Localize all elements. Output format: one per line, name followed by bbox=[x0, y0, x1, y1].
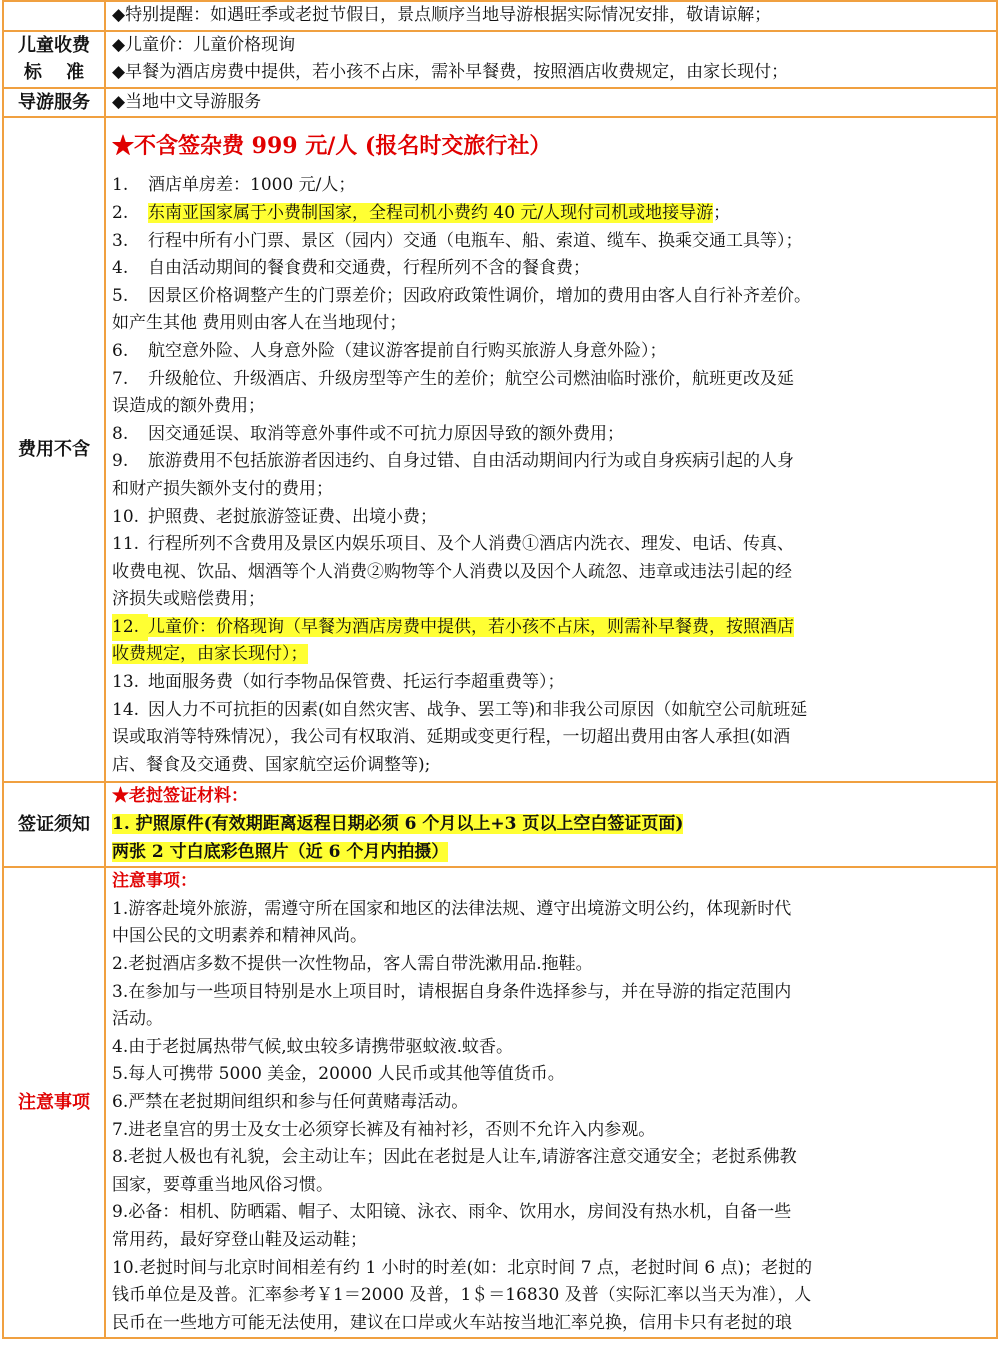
excluded-item-line bbox=[112, 338, 990, 366]
child-fee-label bbox=[3, 31, 105, 88]
excluded-item-number: 14. bbox=[112, 699, 140, 720]
special-reminder-text: ◆特别提醒：如遇旺季或老挝节假日，景点顺序当地导游根据实际情况安排，敬请谅解； bbox=[112, 5, 772, 25]
excluded-item-text: 济损失或赔偿费用； bbox=[112, 589, 265, 610]
excluded-item-text: 自由活动期间的餐食费和交通费，行程所列不含的餐食费； bbox=[148, 258, 590, 279]
visa-materials-title: ★老挝签证材料： bbox=[112, 786, 248, 807]
excluded-item-text: 如产生其他 费用则由客人在当地现付； bbox=[112, 313, 407, 334]
excluded-item-text: 因交通延误、取消等意外事件或不可抗力原因导致的额外费用； bbox=[148, 423, 624, 444]
excluded-item-text: 行程所列不含费用及景区内娱乐项目、及个人消费①酒店内洗衣、理发、电话、传真、 bbox=[148, 534, 794, 555]
note-line: 7.进老皇宫的男士及女士必须穿长裤及有袖衬衫，否则不允许入内参观。 bbox=[112, 1119, 656, 1140]
note-line: 2.老挝酒店多数不提供一次性物品，客人需自带洗漱用品.拖鞋。 bbox=[112, 954, 593, 974]
row-excluded-costs bbox=[3, 117, 997, 782]
excluded-item-tail: ； bbox=[713, 202, 731, 223]
notes-label: 注意事项 bbox=[3, 867, 105, 1338]
note-line: 5.每人可携带 5000 美金，20000 人民币或其他等值货币。 bbox=[112, 1064, 565, 1085]
excluded-item-line bbox=[112, 448, 990, 476]
row-visa-notice bbox=[3, 782, 997, 867]
excluded-item-line bbox=[112, 724, 990, 752]
excluded-item-text: 和财产损失额外支付的费用； bbox=[112, 478, 333, 499]
excluded-item-text: 误或取消等特殊情况），我公司有权取消、延期或变更行程，一切超出费用由客人承担(如酒 bbox=[112, 727, 791, 748]
note-line: 常用药，最好穿登山鞋及运动鞋； bbox=[112, 1229, 367, 1250]
excluded-item-text: 收费电视、饮品、烟酒等个人消费②购物等个人消费以及因个人疏忽、违章或违法引起的经 bbox=[112, 561, 792, 582]
excluded-item-line bbox=[112, 531, 990, 559]
excluded-item-line bbox=[112, 504, 990, 532]
notes-list bbox=[112, 896, 990, 1338]
excluded-item-text: 护照费、老挝旅游签证费、出境小费； bbox=[148, 506, 437, 527]
child-fee-cell bbox=[105, 31, 997, 88]
note-line: 国家，要尊重当地风俗习惯。 bbox=[112, 1174, 333, 1195]
visa-photo-requirement: 两张 2 寸白底彩色照片（近 6 个月内拍摄） bbox=[112, 841, 449, 862]
excluded-item-text: 升级舱位、升级酒店、升级房型等产生的差价；航空公司燃油临时涨价，航班更改及延 bbox=[148, 368, 794, 389]
excluded-item-text: 儿童价：价格现询（早餐为酒店房费中提供，若小孩不占床，则需补早餐费，按照酒店 bbox=[148, 616, 794, 637]
note-line: 钱币单位是及普。汇率参考￥1＝2000 及普，1＄＝16830 及普（实际汇率以当天为准），人 bbox=[112, 1285, 812, 1306]
row-special-reminder bbox=[3, 1, 997, 31]
excluded-item-text: 误造成的额外费用； bbox=[112, 396, 265, 417]
excluded-item-line bbox=[112, 393, 990, 421]
visa-passport-requirement: 1. 护照原件(有效期距离返程日期必须 6 个月以上+3 页以上空白签证页面) bbox=[112, 814, 684, 835]
child-fee-label-line2: 标 准 bbox=[23, 62, 85, 84]
excluded-costs-label: 费用不含 bbox=[3, 117, 105, 782]
note-line: 1.游客赴境外旅游，需遵守所在国家和地区的法律法规、遵守出境游文明公约，体现新时代 bbox=[112, 898, 792, 919]
guide-service-label: 导游服务 bbox=[3, 88, 105, 118]
excluded-item-number: 11. bbox=[112, 534, 140, 555]
excluded-item-text: 旅游费用不包括旅游者因违约、自身过错、自由活动期间内行为或自身疾病引起的人身 bbox=[148, 451, 794, 472]
excluded-item-line bbox=[112, 310, 990, 338]
note-line: 10.老挝时间与北京时间相差有约 1 小时的时差(如：北京时间 7 点，老挝时间 6 点)；老挝的 bbox=[112, 1257, 813, 1278]
excluded-item-number: 10. bbox=[112, 506, 140, 527]
visa-notice-cell bbox=[105, 782, 997, 867]
excluded-item-line bbox=[112, 586, 990, 614]
excluded-item-line bbox=[112, 255, 990, 283]
excluded-item-number: 3. bbox=[112, 230, 129, 251]
note-line: 中国公民的文明素养和精神风尚。 bbox=[112, 926, 367, 947]
excluded-item-line bbox=[112, 421, 990, 449]
excluded-item-text: 因人力不可抗拒的因素(如自然灾害、战争、罢工等)和非我公司原因（如航空公司航班延 bbox=[148, 699, 808, 720]
excluded-item-text: 店、餐食及交通费、国家航空运价调整等); bbox=[112, 754, 431, 775]
excluded-item-number: 2. bbox=[112, 202, 129, 223]
special-reminder-cell bbox=[105, 1, 997, 31]
notes-cell bbox=[105, 867, 997, 1338]
row-guide-service bbox=[3, 88, 997, 118]
child-price-text: ◆儿童价：儿童价格现询 bbox=[112, 34, 296, 55]
visa-fee-headline: ★不含签杂费 999 元/人 (报名时交旅行社） bbox=[112, 133, 552, 160]
excluded-item-number: 8. bbox=[112, 423, 129, 444]
excluded-item-line bbox=[112, 228, 990, 256]
excluded-item-text: 行程中所有小门票、景区（园内）交通（电瓶车、船、索道、缆车、换乘交通工具等）； bbox=[148, 230, 803, 251]
note-line: 活动。 bbox=[112, 1009, 163, 1030]
excluded-item-text: 东南亚国家属于小费制国家，全程司机小费约 40 元/人现付司机或地接导游 bbox=[148, 202, 714, 223]
excluded-item-text: 酒店单房差：1000 元/人； bbox=[148, 175, 356, 196]
excluded-item-number: 12. bbox=[112, 614, 148, 642]
guide-service-cell bbox=[105, 88, 997, 118]
excluded-item-line bbox=[112, 283, 990, 311]
excluded-item-text: 航空意外险、人身意外险（建议游客提前自行购买旅游人身意外险）； bbox=[148, 340, 667, 361]
note-line: 6.严禁在老挝期间组织和参与任何黄赌毒活动。 bbox=[112, 1091, 469, 1112]
excluded-item-line bbox=[112, 366, 990, 394]
note-line: 8.老挝人极也有礼貌，会主动让车；因此在老挝是人让车,请游客注意交通安全；老挝系佛教 bbox=[112, 1147, 797, 1168]
excluded-item-number: 6. bbox=[112, 340, 129, 361]
excluded-item-line bbox=[112, 200, 990, 228]
excluded-item-line bbox=[112, 476, 990, 504]
info-table bbox=[2, 0, 998, 1339]
excluded-item-number: 5. bbox=[112, 285, 129, 306]
notes-title: 注意事项： bbox=[112, 871, 197, 892]
child-fee-label-line1: 儿童收费 bbox=[18, 35, 90, 57]
note-line: 民币在一些地方可能无法使用，建议在口岸或火车站按当地汇率兑换，信用卡只有老挝的琅 bbox=[112, 1312, 792, 1333]
row-label-empty bbox=[3, 1, 105, 31]
excluded-item-number: 1. bbox=[112, 175, 129, 196]
visa-notice-label: 签证须知 bbox=[3, 782, 105, 867]
excluded-item-text: 地面服务费（如行李物品保管费、托运行李超重费等）； bbox=[148, 672, 565, 693]
excluded-item-line bbox=[112, 172, 990, 200]
excluded-item-line bbox=[112, 752, 990, 780]
excluded-item-number: 4. bbox=[112, 258, 129, 279]
excluded-item-text: 因景区价格调整产生的门票差价；因政府政策性调价，增加的费用由客人自行补齐差价。 bbox=[148, 285, 811, 306]
note-line: 3.在参加与一些项目特别是水上项目时，请根据自身条件选择参与，并在导游的指定范围内 bbox=[112, 981, 792, 1002]
guide-service-text: ◆当地中文导游服务 bbox=[112, 91, 262, 112]
excluded-item-line bbox=[112, 697, 990, 725]
note-line: 4.由于老挝属热带气候,蚊虫较多请携带驱蚊液.蚊香。 bbox=[112, 1036, 514, 1057]
excluded-list bbox=[112, 172, 990, 779]
excluded-item-number: 7. bbox=[112, 368, 129, 389]
excluded-item-line bbox=[112, 641, 990, 669]
row-notes bbox=[3, 867, 997, 1338]
excluded-item-line bbox=[112, 614, 990, 642]
child-breakfast-text: ◆早餐为酒店房费中提供，若小孩不占床，需补早餐费，按照酒店收费规定，由家长现付； bbox=[112, 62, 789, 83]
excluded-item-text: 收费规定，由家长现付）； bbox=[112, 644, 308, 665]
row-child-fee bbox=[3, 31, 997, 88]
excluded-item-number: 13. bbox=[112, 672, 140, 693]
excluded-item-number: 9. bbox=[112, 451, 129, 472]
excluded-item-line bbox=[112, 559, 990, 587]
excluded-costs-cell bbox=[105, 117, 997, 782]
note-line: 9.必备：相机、防晒霜、帽子、太阳镜、泳衣、雨伞、饮用水，房间没有热水机，自备一些 bbox=[112, 1202, 792, 1223]
excluded-item-line bbox=[112, 669, 990, 697]
